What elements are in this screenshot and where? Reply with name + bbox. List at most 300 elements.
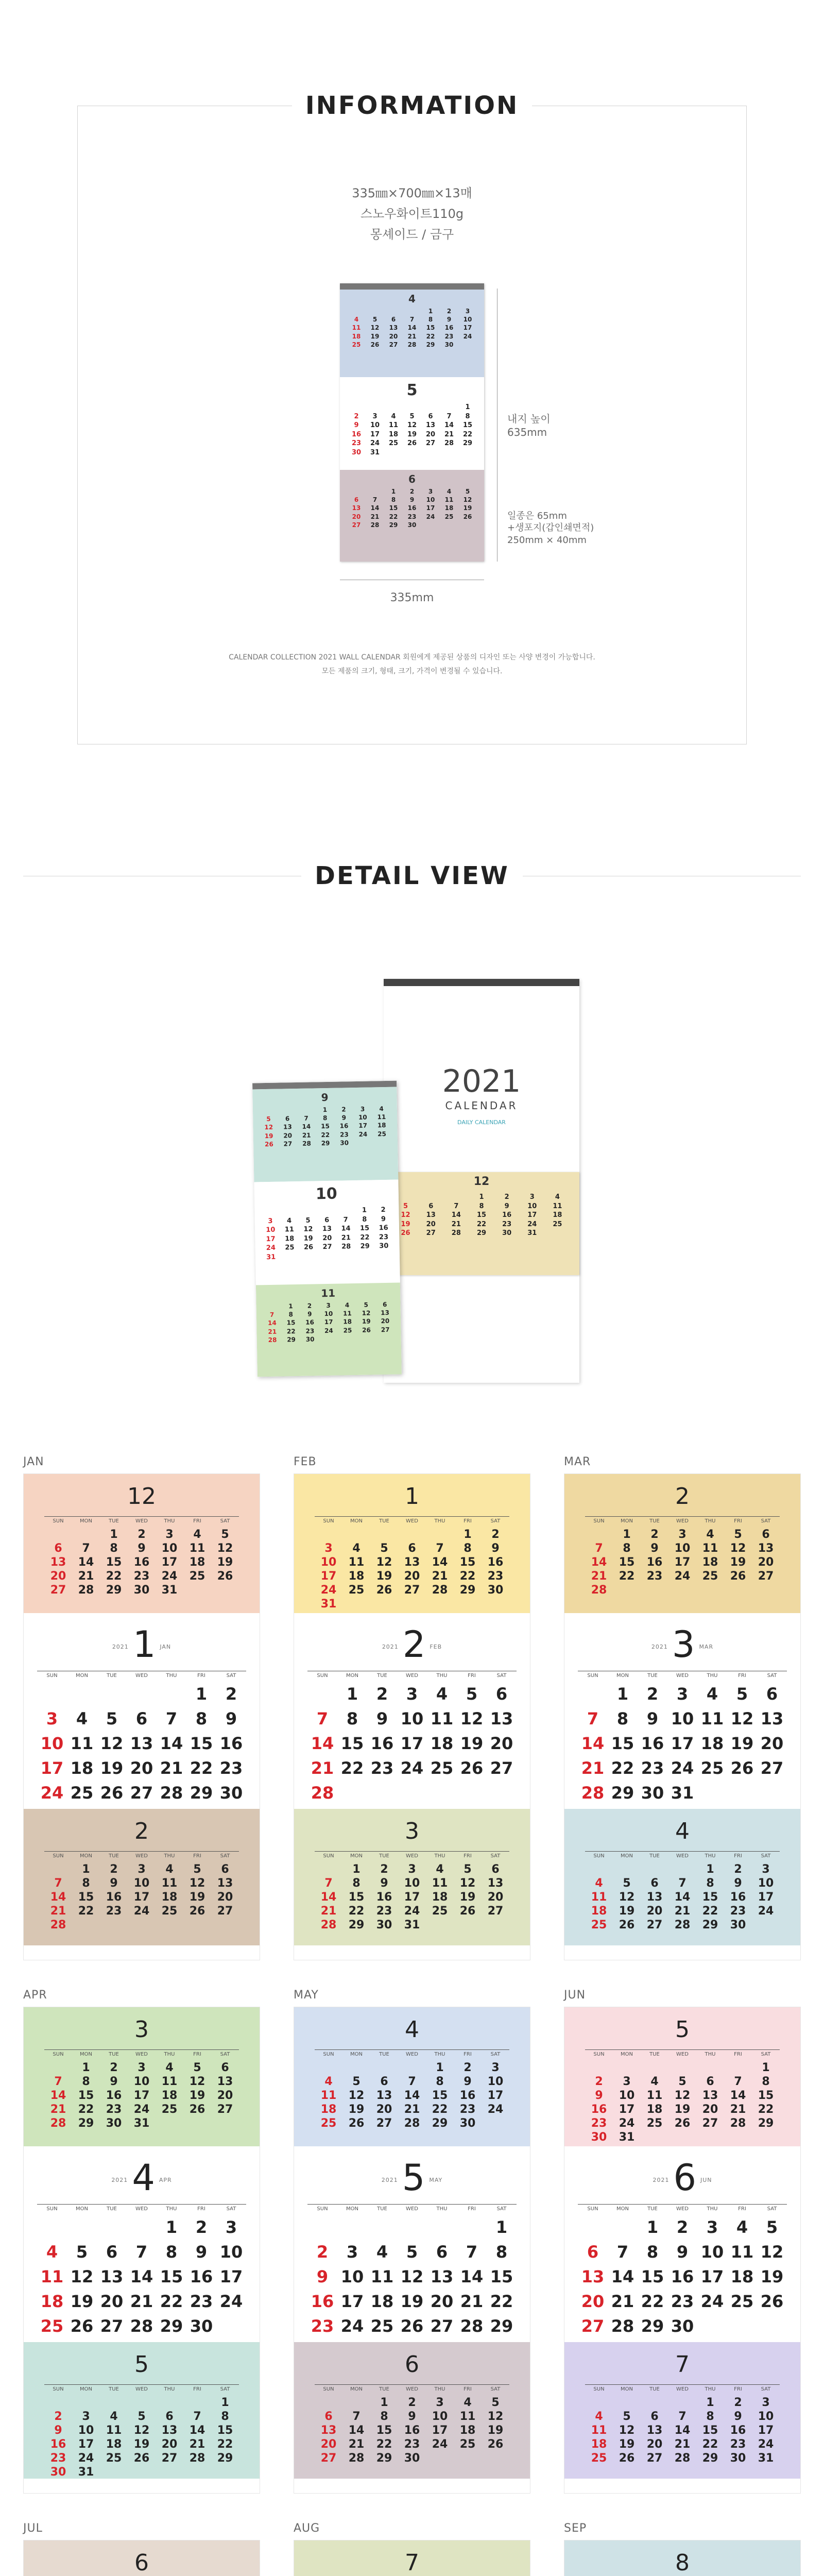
- calendar-day: 9: [650, 1542, 659, 1555]
- calendar-day: 24: [487, 2103, 504, 2116]
- weekday-label: THU: [696, 2049, 724, 2057]
- calendar-blank: [585, 2061, 613, 2074]
- weekday-label: SAT: [211, 2384, 239, 2392]
- calendar-day: 28: [451, 1229, 461, 1238]
- calendar-day: 10: [671, 1709, 694, 1728]
- calendar-day: 26: [348, 2117, 365, 2130]
- calendar-day: 15: [490, 2267, 513, 2286]
- calendar-blank: [427, 2217, 457, 2237]
- month-number-text: 1: [132, 1623, 156, 1666]
- calendar-blank: [67, 1684, 97, 1704]
- calendar-day: 20: [130, 1758, 153, 1778]
- weekday-label: WED: [397, 2204, 427, 2212]
- weekday-row: [37, 2204, 246, 2212]
- calendar-day: 14: [78, 1556, 94, 1569]
- calendar-day: 23: [311, 2316, 334, 2336]
- calendar-day: 6: [495, 1684, 508, 1704]
- calendar-day: 20: [352, 513, 361, 520]
- calendar-day: 22: [106, 1570, 122, 1583]
- calendar-blank: [443, 1193, 469, 1202]
- year-label: 2021: [112, 1643, 129, 1651]
- calendar-day: 4: [376, 2242, 388, 2262]
- previous-month-sheet: [24, 2540, 260, 2576]
- calendar-day: 5: [380, 1542, 388, 1555]
- calendar-day: 8: [616, 1709, 629, 1728]
- calendar-day: 15: [432, 2089, 448, 2102]
- calendar-blank: [342, 2061, 370, 2074]
- weekday-label: FRI: [727, 2204, 757, 2212]
- weekday-row: [315, 1516, 509, 1524]
- mini-sheet: [340, 470, 484, 562]
- calendar-day: 7: [734, 2075, 742, 2088]
- weekday-label: THU: [696, 2384, 724, 2392]
- cover-small-text: DAILY CALENDAR: [457, 1119, 506, 1126]
- calendar-day: 25: [161, 1905, 178, 1918]
- calendar-day: 7: [678, 2410, 686, 2423]
- calendar-day: 9: [464, 2075, 472, 2088]
- month-panel-label: MAR: [564, 1455, 591, 1468]
- month-number-text: 6: [673, 2157, 696, 2199]
- calendar-day: 10: [358, 1113, 367, 1122]
- calendar-blank: [44, 1528, 72, 1541]
- calendar-day: 26: [376, 1584, 392, 1597]
- calendar-day: 3: [326, 1301, 331, 1310]
- calendar-day: 26: [370, 341, 380, 348]
- weekday-label: MON: [67, 1671, 97, 1679]
- calendar-day: 1: [762, 2061, 770, 2074]
- calendar-blank: [403, 307, 421, 315]
- weekday-label: WED: [398, 1851, 426, 1859]
- calendar-day: 6: [706, 2075, 714, 2088]
- calendar-day: 7: [316, 1709, 329, 1728]
- calendar-day: 6: [650, 1877, 659, 1890]
- calendar-day: 28: [460, 2316, 484, 2336]
- calendar-day: 8: [391, 496, 396, 504]
- calendar-day: 15: [619, 1556, 635, 1569]
- calendar-day: 10: [266, 1226, 276, 1234]
- calendar-day: 17: [370, 430, 380, 438]
- calendar-day: 4: [352, 1542, 360, 1555]
- mini-day-grid: [261, 1206, 393, 1262]
- calendar-day: 10: [400, 1709, 424, 1728]
- calendar-day: 21: [404, 2103, 420, 2116]
- weekday-label: SAT: [216, 2204, 246, 2212]
- calendar-day: 1: [391, 488, 396, 495]
- calendar-blank: [315, 2061, 342, 2074]
- mini-sheet: [340, 377, 484, 470]
- mini-day-grid: [259, 1105, 391, 1148]
- calendar-day: 20: [322, 1234, 332, 1242]
- weekday-label: WED: [397, 1671, 427, 1679]
- month-panel: [294, 1989, 530, 2494]
- calendar-day: 24: [463, 332, 472, 340]
- calendar-day: 8: [479, 1202, 484, 1210]
- calendar-day: 11: [320, 2089, 337, 2102]
- month-panel: [23, 1455, 260, 1960]
- month-panel: [294, 1455, 530, 1960]
- calendar-day: 13: [322, 1225, 332, 1233]
- weekday-row: [44, 1516, 239, 1524]
- calendar-day: 29: [360, 1242, 370, 1251]
- weekday-row: [315, 1851, 509, 1859]
- month-number-text: 6: [134, 2550, 149, 2576]
- calendar-day: 14: [130, 2267, 153, 2286]
- calendar-day: 29: [641, 2316, 664, 2336]
- calendar-day: 18: [430, 1734, 454, 1753]
- calendar-blank: [307, 1684, 337, 1704]
- calendar-day: 23: [730, 1905, 746, 1918]
- calendar-blank: [366, 403, 384, 412]
- calendar-day: 29: [287, 1335, 296, 1344]
- calendar-day: 3: [408, 1863, 416, 1876]
- weekday-label: TUE: [100, 2049, 128, 2057]
- calendar-day: 11: [106, 2424, 122, 2437]
- calendar-day: 11: [352, 324, 361, 332]
- calendar-day: 20: [758, 1556, 774, 1569]
- calendar-day: 22: [78, 2103, 94, 2116]
- calendar-day: 14: [591, 1556, 607, 1569]
- previous-month-sheet: [564, 2007, 800, 2146]
- calendar-day: 11: [342, 1310, 352, 1317]
- calendar-day: 8: [362, 1215, 367, 1224]
- calendar-day: 16: [407, 504, 417, 512]
- calendar-day: 2: [408, 2396, 416, 2409]
- weekday-label: TUE: [97, 1671, 127, 1679]
- weekday-label: TUE: [100, 2384, 128, 2392]
- calendar-day: 16: [376, 1891, 392, 1904]
- calendar-day: 12: [70, 2267, 94, 2286]
- next-month-sheet: [24, 2342, 260, 2479]
- calendar-day: 10: [758, 2410, 774, 2423]
- calendar-day: 28: [189, 2452, 205, 2465]
- calendar-day: 29: [78, 2117, 94, 2130]
- calendar-day: 17: [671, 1734, 694, 1753]
- mini-sheet: [256, 1283, 402, 1377]
- calendar-blank: [641, 2396, 668, 2409]
- calendar-day: 7: [466, 2242, 478, 2262]
- calendar-day: 28: [341, 1243, 351, 1251]
- weekday-row: [307, 1671, 517, 1679]
- calendar-day: 22: [432, 2103, 448, 2116]
- calendar-blank: [337, 2217, 367, 2237]
- previous-month-sheet: [24, 2007, 260, 2146]
- calendar-day: 3: [706, 2217, 718, 2237]
- calendar-day: 2: [676, 2217, 689, 2237]
- calendar-day: 22: [490, 2292, 513, 2311]
- weekday-label: FRI: [724, 1851, 752, 1859]
- calendar-day: 15: [78, 2089, 94, 2102]
- calendar-day: 11: [444, 496, 454, 504]
- cover-year: 2021: [442, 1063, 521, 1099]
- calendar-blank: [421, 403, 440, 412]
- calendar-day: 6: [491, 1863, 500, 1876]
- calendar-day: 26: [264, 1140, 273, 1148]
- calendar-day: 21: [370, 513, 380, 520]
- calendar-day: 29: [758, 2117, 774, 2130]
- calendar-blank: [608, 2217, 638, 2237]
- calendar-day: 12: [674, 2089, 691, 2102]
- calendar-day: 5: [266, 1115, 271, 1123]
- calendar-day: 20: [376, 2103, 392, 2116]
- calendar-day: 31: [404, 1919, 420, 1931]
- calendar-blank: [347, 403, 366, 412]
- weekday-label: SAT: [211, 2049, 239, 2057]
- calendar-day: 14: [267, 1319, 277, 1327]
- calendar-day: 11: [430, 1709, 454, 1728]
- calendar-blank: [668, 1863, 696, 1876]
- calendar-day: 1: [352, 1863, 360, 1876]
- weekday-label: SAT: [757, 1671, 787, 1679]
- note-line-1: CALENDAR COLLECTION 2021 WALL CALENDAR 회원에게 제공된 상품의 디자인 또는 사양 변경이 가능합니다.: [229, 653, 595, 662]
- weekday-label: MON: [342, 1516, 370, 1524]
- calendar-blank: [315, 1863, 342, 1876]
- calendar-day: 28: [78, 1584, 94, 1597]
- calendar-day: 7: [193, 2410, 201, 2423]
- weekday-label: TUE: [367, 2204, 397, 2212]
- calendar-day: 28: [370, 521, 380, 529]
- calendar-day: 31: [527, 1229, 537, 1238]
- month-calendar-image: [564, 2007, 801, 2494]
- calendar-day: 20: [646, 2438, 663, 2451]
- calendar-day: 29: [611, 1783, 634, 1803]
- calendar-day: 15: [217, 2424, 233, 2437]
- month-calendar-image: [294, 1473, 530, 1960]
- calendar-day: 11: [348, 1556, 365, 1569]
- calendar-day: 26: [70, 2316, 94, 2336]
- calendar-day: 29: [217, 2452, 233, 2465]
- weekday-label: THU: [427, 1671, 457, 1679]
- calendar-day: 23: [376, 1905, 392, 1918]
- calendar-day: 7: [324, 1877, 333, 1890]
- day-grid: [307, 1684, 517, 1803]
- calendar-day: 21: [50, 1905, 66, 1918]
- calendar-day: 3: [138, 1863, 146, 1876]
- calendar-day: 9: [676, 2242, 689, 2262]
- calendar-day: 13: [426, 1211, 436, 1219]
- calendar-day: 27: [161, 2452, 178, 2465]
- calendar-day: 21: [50, 2103, 66, 2116]
- calendar-day: 10: [78, 2424, 94, 2437]
- calendar-day: 12: [376, 1556, 392, 1569]
- weekday-label: SUN: [44, 2049, 72, 2057]
- mini-sheet: [340, 290, 484, 377]
- calendar-day: 19: [760, 2267, 784, 2286]
- calendar-day: 16: [444, 324, 454, 332]
- calendar-blank: [127, 2217, 157, 2237]
- calendar-day: 20: [283, 1131, 293, 1140]
- calendar-day: 6: [324, 1216, 330, 1224]
- calendar-day: 1: [346, 1684, 358, 1704]
- weekday-label: FRI: [454, 2049, 482, 2057]
- calendar-day: 29: [389, 521, 398, 529]
- calendar-day: 6: [587, 2242, 599, 2262]
- calendar-day: 7: [372, 496, 377, 504]
- calendar-day: 9: [195, 2242, 208, 2262]
- calendar-day: 29: [321, 1139, 330, 1147]
- weekday-label: THU: [696, 1851, 724, 1859]
- weekday-label: SUN: [44, 2384, 72, 2392]
- calendar-day: 3: [436, 2396, 444, 2409]
- calendar-day: 13: [217, 2075, 233, 2088]
- calendar-day: 22: [702, 1905, 718, 1918]
- calendar-day: 19: [730, 1734, 754, 1753]
- calendar-day: 28: [50, 1919, 66, 1931]
- calendar-day: 16: [459, 2089, 476, 2102]
- calendar-day: 30: [351, 448, 362, 456]
- calendar-day: 7: [616, 2242, 629, 2262]
- weekday-label: WED: [667, 2204, 697, 2212]
- calendar-day: 5: [364, 1301, 369, 1309]
- calendar-day: 13: [646, 2424, 663, 2437]
- weekday-label: FRI: [454, 2384, 482, 2392]
- calendar-day: 30: [407, 521, 417, 529]
- day-grid: [37, 1684, 246, 1827]
- calendar-day: 14: [451, 1211, 461, 1219]
- calendar-day: 16: [351, 430, 362, 438]
- calendar-blank: [261, 1208, 280, 1217]
- calendar-day: 13: [283, 1123, 292, 1131]
- calendar-day: 12: [401, 1211, 410, 1219]
- calendar-day: 25: [444, 513, 454, 520]
- calendar-day: 6: [391, 316, 396, 324]
- calendar-day: 24: [40, 1783, 64, 1803]
- calendar-day: 29: [376, 2452, 392, 2465]
- month-number-text: 3: [134, 2016, 149, 2043]
- calendar-blank: [278, 1106, 297, 1115]
- calendar-day: 27: [217, 1905, 233, 1918]
- month-number-text: 2: [402, 1623, 426, 1666]
- calendar-day: 17: [432, 2424, 448, 2437]
- weekday-label: WED: [128, 1516, 156, 1524]
- calendar-day: 2: [447, 308, 452, 315]
- calendar-day: 14: [50, 1891, 66, 1904]
- month-number: [24, 2157, 260, 2199]
- calendar-day: 19: [459, 1891, 476, 1904]
- calendar-day: 22: [426, 332, 435, 340]
- calendar-day: 11: [553, 1202, 562, 1210]
- calendar-day: 15: [462, 421, 473, 430]
- info-calendar-image: [340, 283, 484, 562]
- month-number-text: 4: [405, 2016, 419, 2043]
- calendar-day: 9: [54, 2424, 62, 2437]
- calendar-day: 29: [432, 2117, 448, 2130]
- calendar-day: 25: [343, 1326, 352, 1334]
- calendar-day: 13: [758, 1542, 774, 1555]
- calendar-day: 14: [404, 2089, 420, 2102]
- calendar-day: 5: [221, 1528, 229, 1541]
- calendar-day: 17: [426, 504, 435, 512]
- calendar-blank: [307, 2217, 337, 2237]
- calendar-day: 24: [426, 513, 435, 520]
- calendar-day: 27: [381, 1326, 390, 1333]
- calendar-day: 9: [380, 1877, 388, 1890]
- calendar-blank: [724, 2061, 752, 2074]
- calendar-day: 26: [100, 1783, 124, 1803]
- calendar-day: 18: [370, 2292, 394, 2311]
- calendar-day: 11: [459, 2410, 476, 2423]
- weekday-row: [578, 1671, 787, 1679]
- calendar-day: 1: [82, 2061, 90, 2074]
- calendar-day: 21: [189, 2438, 205, 2451]
- previous-month-sheet: [24, 1474, 260, 1613]
- calendar-day: 6: [135, 1709, 148, 1728]
- calendar-day: 4: [436, 1863, 444, 1876]
- calendar-day: 27: [352, 521, 361, 529]
- calendar-day: 3: [465, 308, 470, 315]
- weekday-label: THU: [427, 2204, 457, 2212]
- month-number-text: 2: [134, 1818, 149, 1844]
- spec-paper: 스노우화이트110g: [360, 207, 464, 221]
- calendar-day: 14: [189, 2424, 205, 2437]
- calendar-day: 20: [760, 1734, 784, 1753]
- calendar-blank: [280, 1207, 299, 1216]
- weekday-label: MON: [337, 2204, 367, 2212]
- calendar-day: 15: [611, 1734, 634, 1753]
- calendar-day: 4: [555, 1193, 560, 1201]
- calendar-day: 8: [288, 1311, 294, 1318]
- month-abbr: JAN: [160, 1643, 171, 1651]
- calendar-day: 12: [100, 1734, 124, 1753]
- calendar-day: 23: [339, 1130, 349, 1139]
- day-grid: [315, 1528, 509, 1611]
- calendar-day: 16: [730, 1891, 746, 1904]
- month-number-text: 7: [675, 2351, 690, 2378]
- weekday-label: TUE: [367, 1671, 397, 1679]
- next-month-sheet: [564, 1809, 800, 1945]
- calendar-day: 30: [379, 1242, 389, 1250]
- calendar-day: 19: [463, 504, 472, 512]
- calendar-day: 9: [138, 1542, 146, 1555]
- calendar-day: 5: [305, 1216, 311, 1225]
- month-number-text: 8: [675, 2550, 690, 2576]
- calendar-blank: [384, 307, 403, 315]
- calendar-day: 16: [671, 2267, 694, 2286]
- calendar-day: 16: [106, 1891, 122, 1904]
- calendar-day: 5: [193, 2061, 201, 2074]
- weekday-label: SUN: [578, 1671, 608, 1679]
- calendar-day: 8: [706, 2410, 714, 2423]
- calendar-day: 6: [221, 1863, 229, 1876]
- month-number: [564, 2016, 800, 2043]
- calendar-day: 16: [591, 2103, 607, 2116]
- calendar-day: 2: [225, 1684, 237, 1704]
- calendar-day: 14: [311, 1734, 334, 1753]
- calendar-day: 17: [700, 2267, 724, 2286]
- calendar-day: 3: [346, 2242, 358, 2262]
- calendar-day: 10: [487, 2075, 504, 2088]
- calendar-blank: [347, 487, 366, 496]
- calendar-day: 22: [360, 1233, 370, 1242]
- calendar-day: 18: [730, 2267, 754, 2286]
- month-number-text: 5: [402, 2157, 425, 2199]
- calendar-day: 20: [217, 1891, 233, 1904]
- month-number: [24, 1483, 260, 1510]
- calendar-day: 11: [388, 421, 399, 430]
- day-grid: [585, 1863, 780, 1931]
- calendar-day: 13: [352, 504, 361, 512]
- calendar-day: 22: [78, 1905, 94, 1918]
- weekday-row: [585, 2049, 780, 2057]
- day-grid: [585, 2396, 780, 2465]
- calendar-day: 5: [491, 2396, 500, 2409]
- calendar-day: 31: [78, 2466, 94, 2479]
- calendar-day: 22: [376, 2438, 392, 2451]
- calendar-day: 1: [322, 1106, 328, 1114]
- calendar-day: 18: [352, 332, 361, 340]
- calendar-day: 27: [130, 1783, 153, 1803]
- calendar-day: 19: [348, 2103, 365, 2116]
- calendar-day: 24: [358, 1130, 368, 1138]
